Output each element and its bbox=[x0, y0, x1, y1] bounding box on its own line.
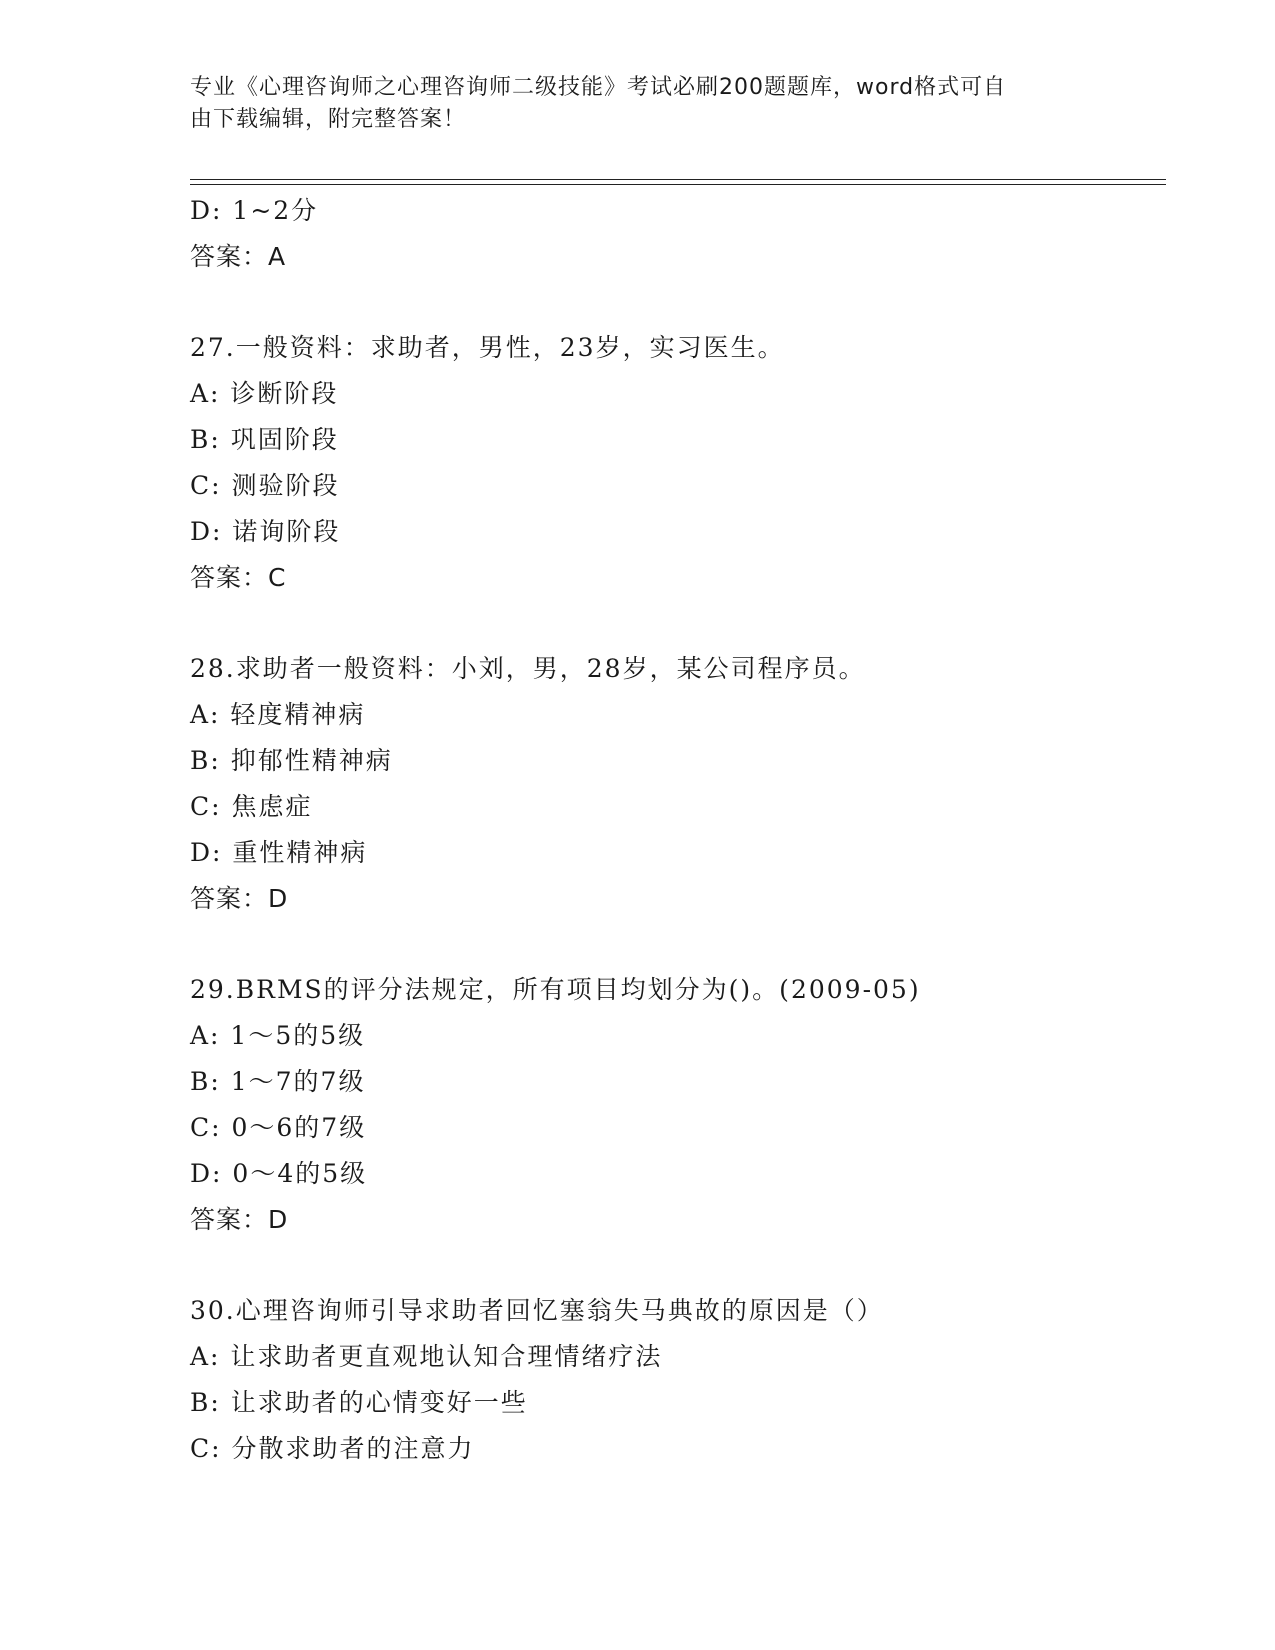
answer-line: 答案：D bbox=[190, 1205, 289, 1234]
question-28 bbox=[190, 646, 1166, 922]
option-b: B: 1～7的7级 bbox=[190, 1067, 366, 1096]
option-c: C: 测验阶段 bbox=[190, 471, 340, 500]
option-c: C: 分散求助者的注意力 bbox=[190, 1434, 475, 1463]
question-27 bbox=[190, 325, 1166, 601]
answer-line: 答案：A bbox=[190, 242, 287, 271]
option-d: D: 诺询阶段 bbox=[190, 517, 341, 546]
option-b: B: 抑郁性精神病 bbox=[190, 746, 393, 775]
option-a: A: 让求助者更直观地认知合理情绪疗法 bbox=[190, 1342, 663, 1371]
header-line-2: 由下载编辑，附完整答案！ bbox=[190, 107, 467, 132]
option-d: D: 0～4的5级 bbox=[190, 1159, 368, 1188]
option-a: A: 1～5的5级 bbox=[190, 1021, 366, 1050]
option-d: D: 1~2分 bbox=[190, 196, 319, 225]
header-line-1: 专业《心理咨询师之心理咨询师二级技能》考试必刷200题题库，word格式可自 bbox=[190, 75, 1007, 100]
question-stem: 29.BRMS的评分法规定，所有项目均划分为()。(2009-05) bbox=[190, 975, 921, 1004]
option-a: A: 轻度精神病 bbox=[190, 700, 366, 729]
option-b: B: 让求助者的心情变好一些 bbox=[190, 1388, 528, 1417]
document-body bbox=[190, 188, 1166, 1472]
option-b: B: 巩固阶段 bbox=[190, 425, 339, 454]
previous-question-tail bbox=[190, 188, 1166, 280]
answer-line: 答案：C bbox=[190, 563, 287, 592]
option-d: D: 重性精神病 bbox=[190, 838, 368, 867]
question-stem: 30.心理咨询师引导求助者回忆塞翁失马典故的原因是（） bbox=[190, 1296, 884, 1325]
answer-line: 答案：D bbox=[190, 884, 289, 913]
option-c: C: 0～6的7级 bbox=[190, 1113, 367, 1142]
question-stem: 28.求助者一般资料：小刘，男，28岁，某公司程序员。 bbox=[190, 654, 866, 683]
question-stem: 27.一般资料：求助者，男性，23岁，实习医生。 bbox=[190, 333, 785, 362]
header-rule-bottom bbox=[190, 184, 1166, 185]
header-rule-top bbox=[190, 179, 1166, 180]
question-29 bbox=[190, 967, 1166, 1243]
option-c: C: 焦虑症 bbox=[190, 792, 313, 821]
document-header bbox=[190, 72, 1090, 136]
question-30 bbox=[190, 1288, 1166, 1472]
option-a: A: 诊断阶段 bbox=[190, 379, 339, 408]
